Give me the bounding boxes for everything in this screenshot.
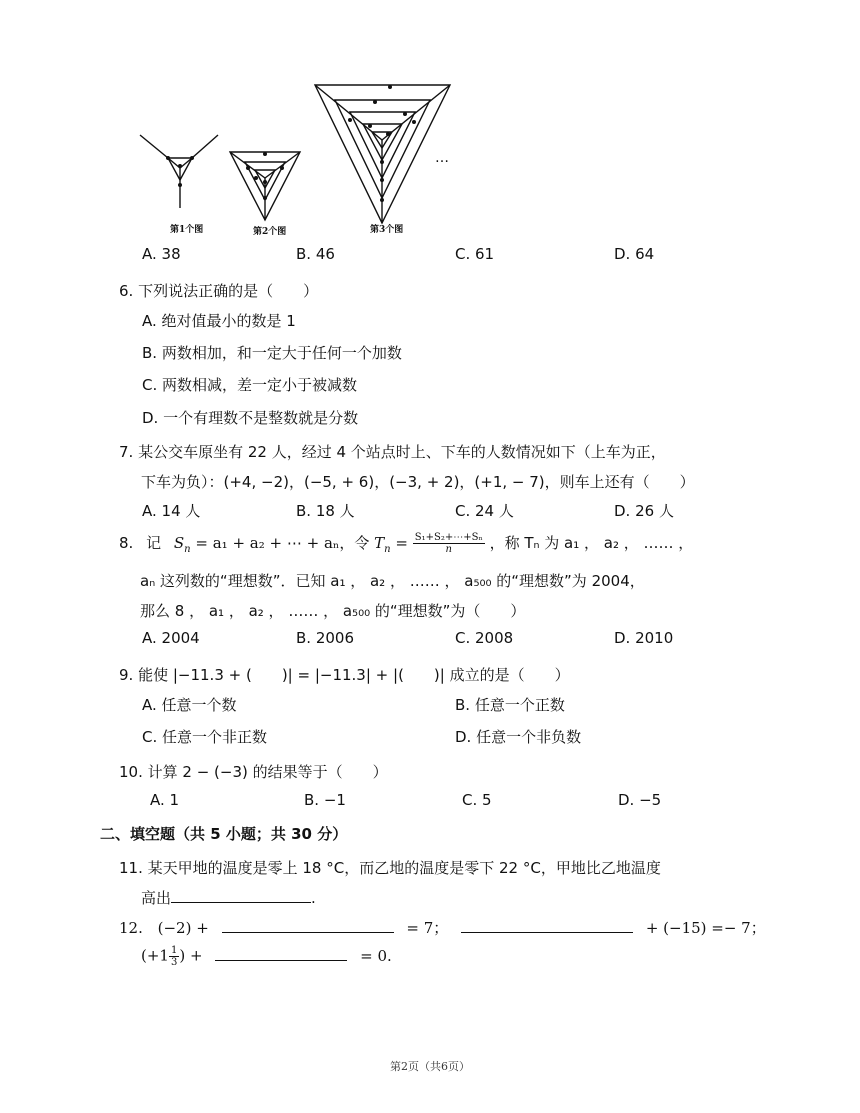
- figure-1: [140, 135, 218, 208]
- q8-line-3: 那么 8 ， a₁ ， a₂ ， …… ， a₅₀₀ 的“理想数”为（ ）: [140, 602, 526, 620]
- q7-option-d: D. 26 人: [614, 502, 674, 520]
- q8-option-c: C. 2008: [455, 629, 514, 647]
- q7-line-1: 7. 某公交车原坐有 22 人，经过 4 个站点时上、下车的人数情况如下（上车为正，: [119, 443, 666, 461]
- q9-stem: 9. 能使 |−11.3 + ( )| = |−11.3| + |( )| 成立的是（ ）: [119, 666, 570, 684]
- figure-3-label: 第3个图: [370, 225, 404, 235]
- q8-ji: 记: [146, 534, 162, 552]
- q12-part-3-prefix-a: (+1: [141, 946, 169, 965]
- q8-fraction: [413, 532, 485, 555]
- q11-line-2: [141, 887, 316, 908]
- q6-option-b: B. 两数相加，和一定大于任何一个加数: [142, 344, 402, 362]
- q8-fraction-bottom: n: [445, 544, 452, 555]
- q9-option-d: D. 任意一个非负数: [455, 728, 582, 746]
- q9-option-c: C. 任意一个非正数: [142, 728, 268, 746]
- q12-blank-2[interactable]: [461, 918, 633, 933]
- q12-part-3-prefix-b: ) +: [179, 946, 203, 965]
- q12-part-2-suffix: + (−15) =− 7；: [645, 919, 766, 937]
- figure-ellipsis: …: [435, 150, 449, 166]
- q6-stem: 6. 下列说法正确的是（ ）: [119, 282, 319, 300]
- figure-1-label: 第1个图: [170, 225, 204, 235]
- triangle-pattern-figures: [130, 80, 460, 240]
- q8-option-d: D. 2010: [614, 629, 674, 647]
- q10-option-a: A. 1: [150, 791, 180, 809]
- section-2-title: 二、填空题（共 5 小题；共 30 分）: [100, 825, 348, 843]
- q12-line-1: [119, 917, 766, 938]
- q5-option-c: C. 61: [455, 245, 495, 263]
- q7-option-a: A. 14 人: [142, 502, 201, 520]
- q8-line-2: aₙ 这列数的“理想数”．已知 a₁ ， a₂ ， …… ， a₅₀₀ 的“理想数”为 2004，: [140, 572, 645, 590]
- q8-line-1-tail: ，称 Tₙ 为 a₁ ， a₂ ， …… ，: [489, 534, 694, 552]
- q9-option-a: A. 任意一个数: [142, 696, 237, 714]
- figure-2: [230, 152, 300, 220]
- q8-line-1: 8. 记 $S_n = a_1 + a_2$ + ⋯ + aₙ，令 $T_n$ = $\frac{\text{S₁+S₂+⋯+Sₙ}}{n}$ ，称 Tₙ 为 a₁ ， a₂ ， …… ，: [119, 532, 694, 555]
- q6-option-a: A. 绝对值最小的数是 1: [142, 312, 296, 330]
- q12-blank-1[interactable]: [222, 918, 394, 933]
- q10-stem: 10. 计算 2 − (−3) 的结果等于（ ）: [119, 763, 388, 781]
- q8-sn-rhs: = a₁ + a₂ + ⋯ + aₙ，令: [190, 534, 375, 552]
- q12-part-1-suffix: = 7；: [406, 919, 449, 937]
- q8-option-a: A. 2004: [142, 629, 200, 647]
- figure-3: [315, 85, 450, 223]
- q11-line-1: 11. 某天甲地的温度是零上 18 °C，而乙地的温度是零下 22 °C，甲地比乙地温度: [119, 859, 661, 877]
- q8-number: 8.: [119, 534, 134, 552]
- q8-tn: T: [374, 534, 385, 552]
- q11-answer-blank[interactable]: [171, 888, 311, 903]
- q8-fraction-top: S₁+S₂+⋯+Sₙ: [414, 532, 483, 543]
- q12-blank-3[interactable]: [215, 946, 347, 961]
- q5-option-d: D. 64: [614, 245, 655, 263]
- q11-line-2-suffix: .: [311, 889, 316, 907]
- q7-option-c: C. 24 人: [455, 502, 514, 520]
- q5-option-a: A. 38: [142, 245, 181, 263]
- q7-option-b: B. 18 人: [296, 502, 355, 520]
- q10-option-b: B. −1: [304, 791, 346, 809]
- q12-mixed-fraction: [169, 945, 179, 968]
- q5-option-b: B. 46: [296, 245, 335, 263]
- q12-part-1-prefix: (−2) +: [157, 919, 209, 937]
- q10-option-c: C. 5: [462, 791, 492, 809]
- q7-line-2: 下车为负）：(+4, −2)，(−5, + 6)，(−3, + 2)，(+1, − 7)，则车上还有（ ）: [141, 473, 695, 491]
- q11-line-2-prefix: 高出: [141, 889, 172, 907]
- q12-fraction-top: 1: [170, 945, 178, 956]
- page-footer: 第2页（共6页）: [390, 1060, 470, 1073]
- q12-line-2: [141, 945, 392, 968]
- figure-2-label: 第2个图: [253, 227, 287, 237]
- q9-option-b: B. 任意一个正数: [455, 696, 565, 714]
- q6-option-d: D. 一个有理数不是整数就是分数: [142, 409, 359, 427]
- q8-option-b: B. 2006: [296, 629, 355, 647]
- q8-sn: S: [173, 534, 185, 552]
- q12-part-3-suffix: = 0.: [360, 946, 392, 965]
- q6-option-c: C. 两数相减，差一定小于被减数: [142, 376, 358, 394]
- q10-option-d: D. −5: [618, 791, 662, 809]
- q12-number: 12.: [119, 919, 143, 937]
- q12-fraction-bottom: 3: [170, 957, 178, 968]
